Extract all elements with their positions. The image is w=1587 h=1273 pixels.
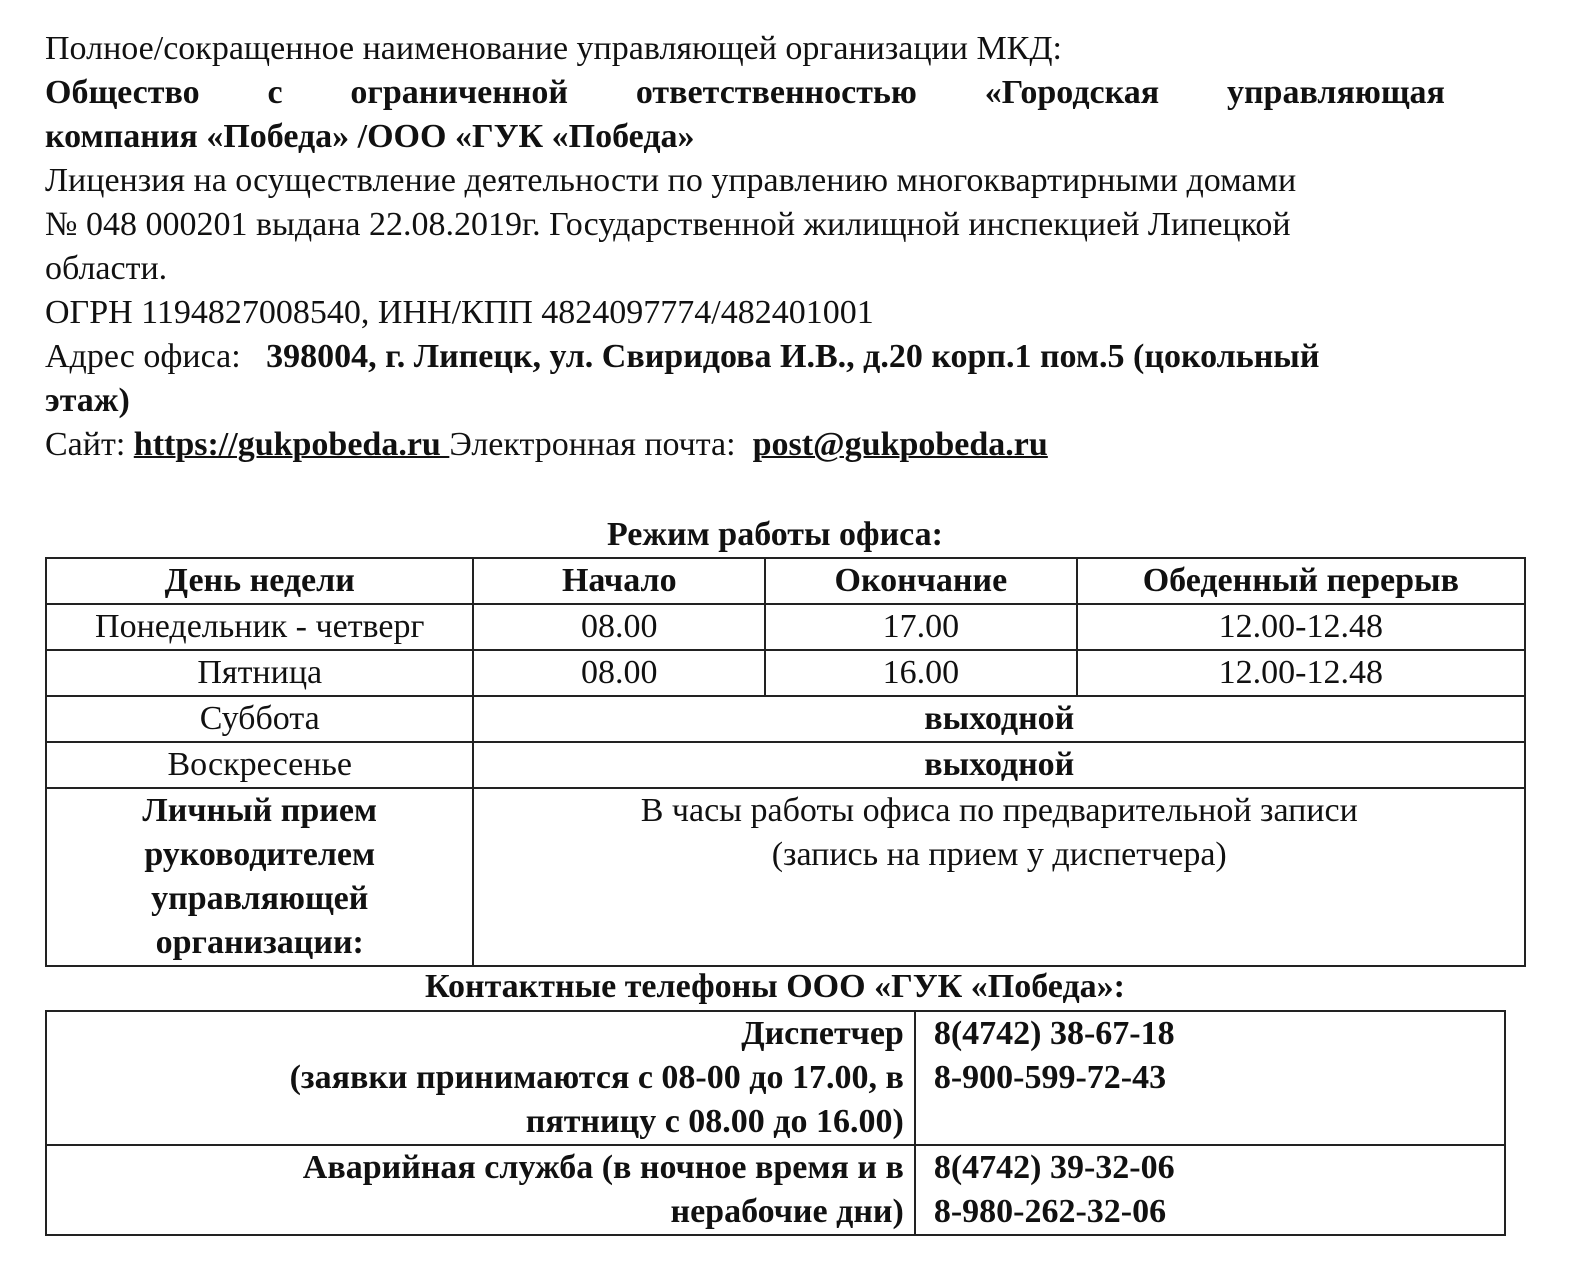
org-name-word: управляющая	[1226, 74, 1445, 111]
org-name-word: ограниченной	[350, 74, 568, 111]
contact-label-line: (заявки принимаются с 08-00 до 17.00, в	[289, 1059, 904, 1096]
license-line1: Лицензия на осуществление деятельности по управлению многоквартирными домами	[45, 162, 1297, 199]
org-name-word: Общество	[45, 74, 200, 111]
cell-start: 08.00	[473, 650, 765, 696]
table-row	[46, 604, 1525, 650]
cell-day: Понедельник - четверг	[46, 604, 473, 650]
phone-number[interactable]: 8(4742) 38-67-18	[933, 1015, 1175, 1052]
reception-label	[46, 788, 473, 966]
ogrn-inn-line: ОГРН 1194827008540, ИНН/КПП 4824097774/482401001	[45, 294, 874, 331]
org-name-line2: компания «Победа» /ООО «ГУК «Победа»	[45, 118, 695, 155]
schedule-table	[45, 557, 1526, 967]
license-line2: № 048 000201 выдана 22.08.2019г. Государственной жилищной инспекцией Липецкой	[45, 206, 1291, 243]
schedule-title: Режим работы офиса:	[606, 516, 943, 553]
cell-day-off: выходной	[473, 742, 1525, 788]
phone-number[interactable]: 8-980-262-32-06	[933, 1193, 1167, 1230]
column-header-end: Окончание	[765, 558, 1077, 604]
table-row-reception	[46, 788, 1525, 966]
contact-label-line: Диспетчер	[741, 1015, 904, 1052]
email-label: Электронная почта:	[449, 426, 736, 463]
org-label: Полное/сокращенное наименование управляющей организации МКД:	[45, 30, 1062, 67]
site-link[interactable]: https://gukpobeda.ru	[133, 426, 450, 463]
phone-number[interactable]: 8-900-599-72-43	[933, 1059, 1167, 1096]
contacts-table	[45, 1010, 1506, 1236]
contact-row-dispatcher	[46, 1011, 1505, 1145]
site-label: Сайт:	[45, 426, 126, 463]
org-name-line1	[45, 71, 1445, 115]
contact-phones	[915, 1145, 1505, 1235]
cell-day: Суббота	[46, 696, 473, 742]
cell-end: 16.00	[765, 650, 1077, 696]
contacts-line	[45, 423, 1048, 467]
address-value: 398004, г. Липецк, ул. Свиридова И.В., д.20 корп.1 пом.5 (цокольный	[266, 338, 1320, 375]
cell-lunch: 12.00-12.48	[1077, 604, 1525, 650]
email-link[interactable]: post@gukpobeda.ru	[752, 426, 1048, 463]
contacts-title: Контактные телефоны ООО «ГУК «Победа»:	[425, 968, 1125, 1005]
reception-value-line: (запись на прием у диспетчера)	[771, 836, 1227, 873]
phone-number[interactable]: 8(4742) 39-32-06	[933, 1149, 1175, 1186]
contact-label	[46, 1145, 915, 1235]
table-row	[46, 696, 1525, 742]
address-label: Адрес офиса:	[45, 338, 241, 375]
org-name-word: «Городская	[984, 74, 1160, 111]
cell-start: 08.00	[473, 604, 765, 650]
contact-row-emergency	[46, 1145, 1505, 1235]
cell-day: Воскресенье	[46, 742, 473, 788]
reception-label-line: Личный прием	[142, 792, 378, 829]
address-line	[45, 335, 1319, 379]
org-name-word: с	[267, 74, 283, 111]
column-header-start: Начало	[473, 558, 765, 604]
license-line3: области.	[45, 250, 168, 287]
address-value-cont: этаж)	[45, 382, 130, 419]
contact-label-line: Аварийная служба (в ночное время и в	[302, 1149, 904, 1186]
table-row	[46, 650, 1525, 696]
cell-end: 17.00	[765, 604, 1077, 650]
contact-label-line: пятницу с 08.00 до 16.00)	[525, 1103, 904, 1140]
org-name-word: ответственностью	[635, 74, 917, 111]
contact-label	[46, 1011, 915, 1145]
reception-label-line: организации:	[155, 924, 364, 961]
column-header-day: День недели	[46, 558, 473, 604]
reception-label-line: руководителем	[144, 836, 376, 873]
contact-label-line: нерабочие дни)	[670, 1193, 904, 1230]
cell-lunch: 12.00-12.48	[1077, 650, 1525, 696]
reception-label-line: управляющей	[151, 880, 369, 917]
table-row	[46, 742, 1525, 788]
cell-day-off: выходной	[473, 696, 1525, 742]
reception-value	[473, 788, 1525, 966]
schedule-header-row	[46, 558, 1525, 604]
contact-phones	[915, 1011, 1505, 1145]
cell-day: Пятница	[46, 650, 473, 696]
reception-value-line: В часы работы офиса по предварительной записи	[640, 792, 1358, 829]
column-header-lunch: Обеденный перерыв	[1077, 558, 1525, 604]
